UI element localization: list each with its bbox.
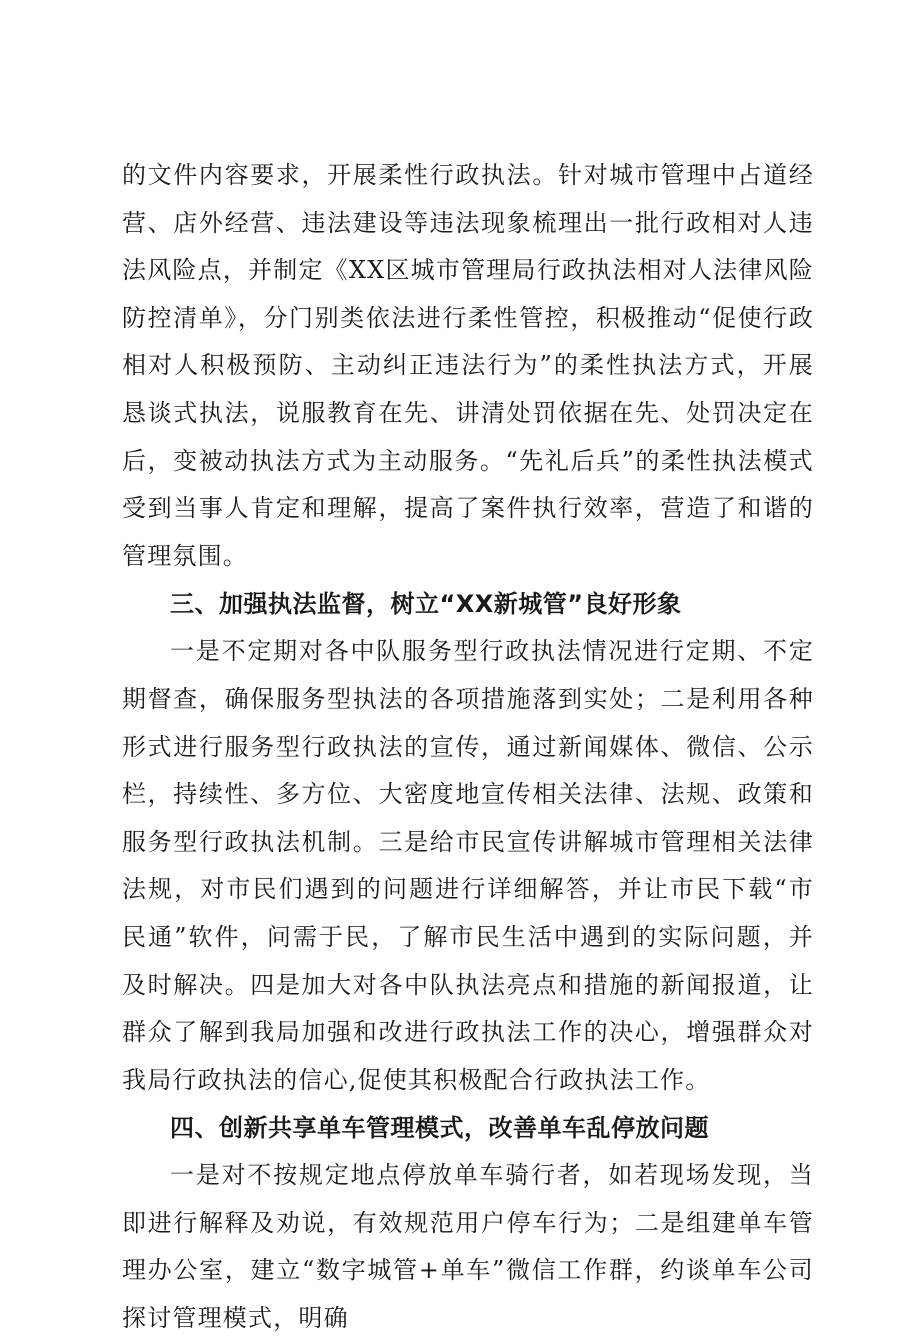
section-heading-3: 三、加强执法监督，树立“XX新城管”良好形象 [170, 590, 682, 619]
section-heading-4: 四、创新共享单车管理模式，改善单车乱停放问题 [170, 1114, 709, 1143]
paragraph-continued: 的文件内容要求，开展柔性行政执法。针对城市管理中占道经营、店外经营、违法建设等违法现象梳理出一批行政相对人违法风险点，并制定《XX区城市管理局行政执法相对人法律风险防控清单》，分门别类依法进行柔性管控，积极推动“促使行政相对人积极预防、主动纠正违法行为”的柔性执法方式，开展恳谈式执法，说服教育在先、讲清处罚依据在先、处罚决定在后，变被动执法方式为主动服务。“先礼后兵”的柔性执法模式受到当事人肯定和理解，提高了案件执行效率，营造了和谐的管理氛围。 [122, 161, 814, 570]
paragraph-section-4: 一是对不按规定地点停放单车骑行者，如若现场发现，当即进行解释及劝说，有效规范用户停车行为；二是组建单车管理办公室，建立“数字城管+单车”微信工作群，约谈单车公司探讨管理模式，明确 [122, 1161, 814, 1333]
paragraph-section-3: 一是不定期对各中队服务型行政执法情况进行定期、不定期督查，确保服务型执法的各项措施落到实处；二是利用各种形式进行服务型行政执法的宣传，通过新闻媒体、微信、公示栏，持续性、多方位、大密度地宣传相关法律、法规、政策和服务型行政执法机制。三是给市民宣传讲解城市管理相关法律法规，对市民们遇到的问题进行详细解答，并让市民下载“市民通”软件，问需于民，了解市民生活中遇到的实际问题，并及时解决。四是加大对各中队执法亮点和措施的新闻报道，让群众了解到我局加强和改进行政执法工作的决心，增强群众对我局行政执法的信心,促使其积极配合行政执法工作。 [122, 637, 814, 1094]
document-body [122, 152, 814, 1343]
